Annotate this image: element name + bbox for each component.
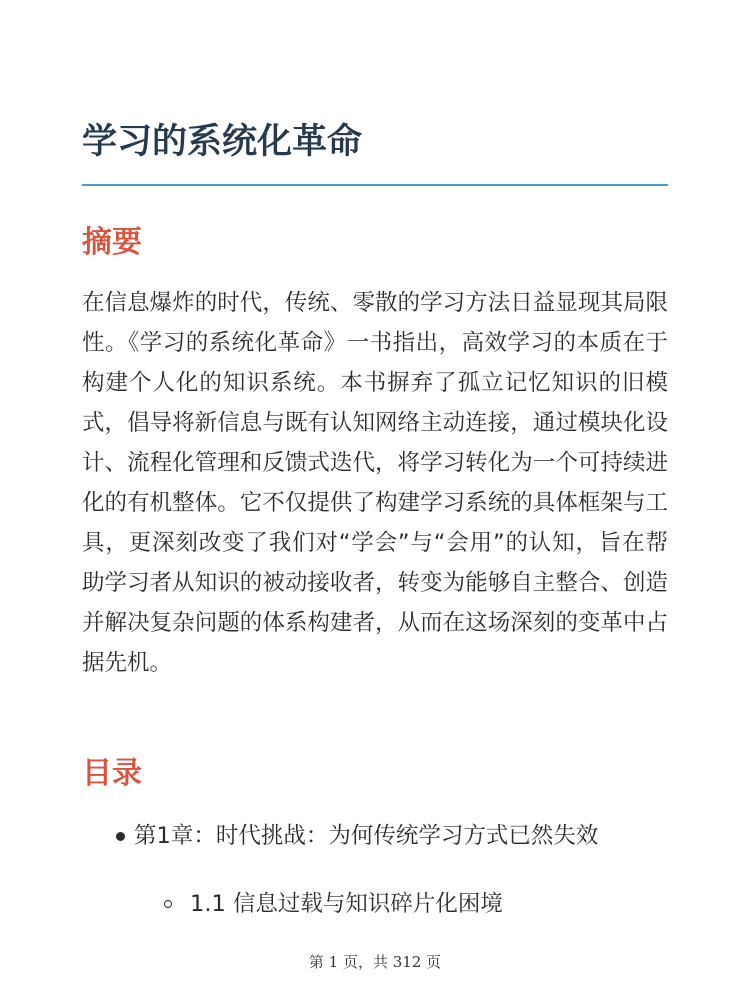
page-number-footer: 第 1 页，共 312 页: [308, 953, 442, 971]
toc-heading: 目录: [82, 756, 142, 791]
toc-list: [82, 817, 668, 923]
toc-item-chapter-1[interactable]: [82, 817, 668, 855]
toc-item-section-1-1[interactable]: [82, 885, 668, 923]
bullet-circle-icon: [164, 900, 172, 908]
bullet-disc-icon: [116, 832, 125, 841]
toc-chapter-label: 第1章：时代挑战：为何传统学习方式已然失效: [134, 823, 599, 849]
abstract-paragraph: 在信息爆炸的时代，传统、零散的学习方法日益显现其局限性。《学习的系统化革命》一书指出，高效学习的本质在于构建个人化的知识系统。本书摒弃了孤立记忆知识的旧模式，倡导将新信息与既有认知网络主动连接，通过模块化设计、流程化管理和反馈式迭代，将学习转化为一个可持续进化的有机整体。它不仅提供了构建学习系统的具体框架与工具，更深刻改变了我们对“学会”与“会用”的认知，旨在帮助学习者从知识的被动接收者，转变为能够自主整合、创造并解决复杂问题的体系构建者，从而在这场深刻的变革中占据先机。: [82, 290, 668, 676]
abstract-heading: 摘要: [82, 225, 142, 260]
document-title: 学习的系统化革命: [82, 122, 363, 162]
title-divider: [82, 184, 668, 186]
toc-section-label: 1.1 信息过载与知识碎片化困境: [190, 891, 503, 917]
